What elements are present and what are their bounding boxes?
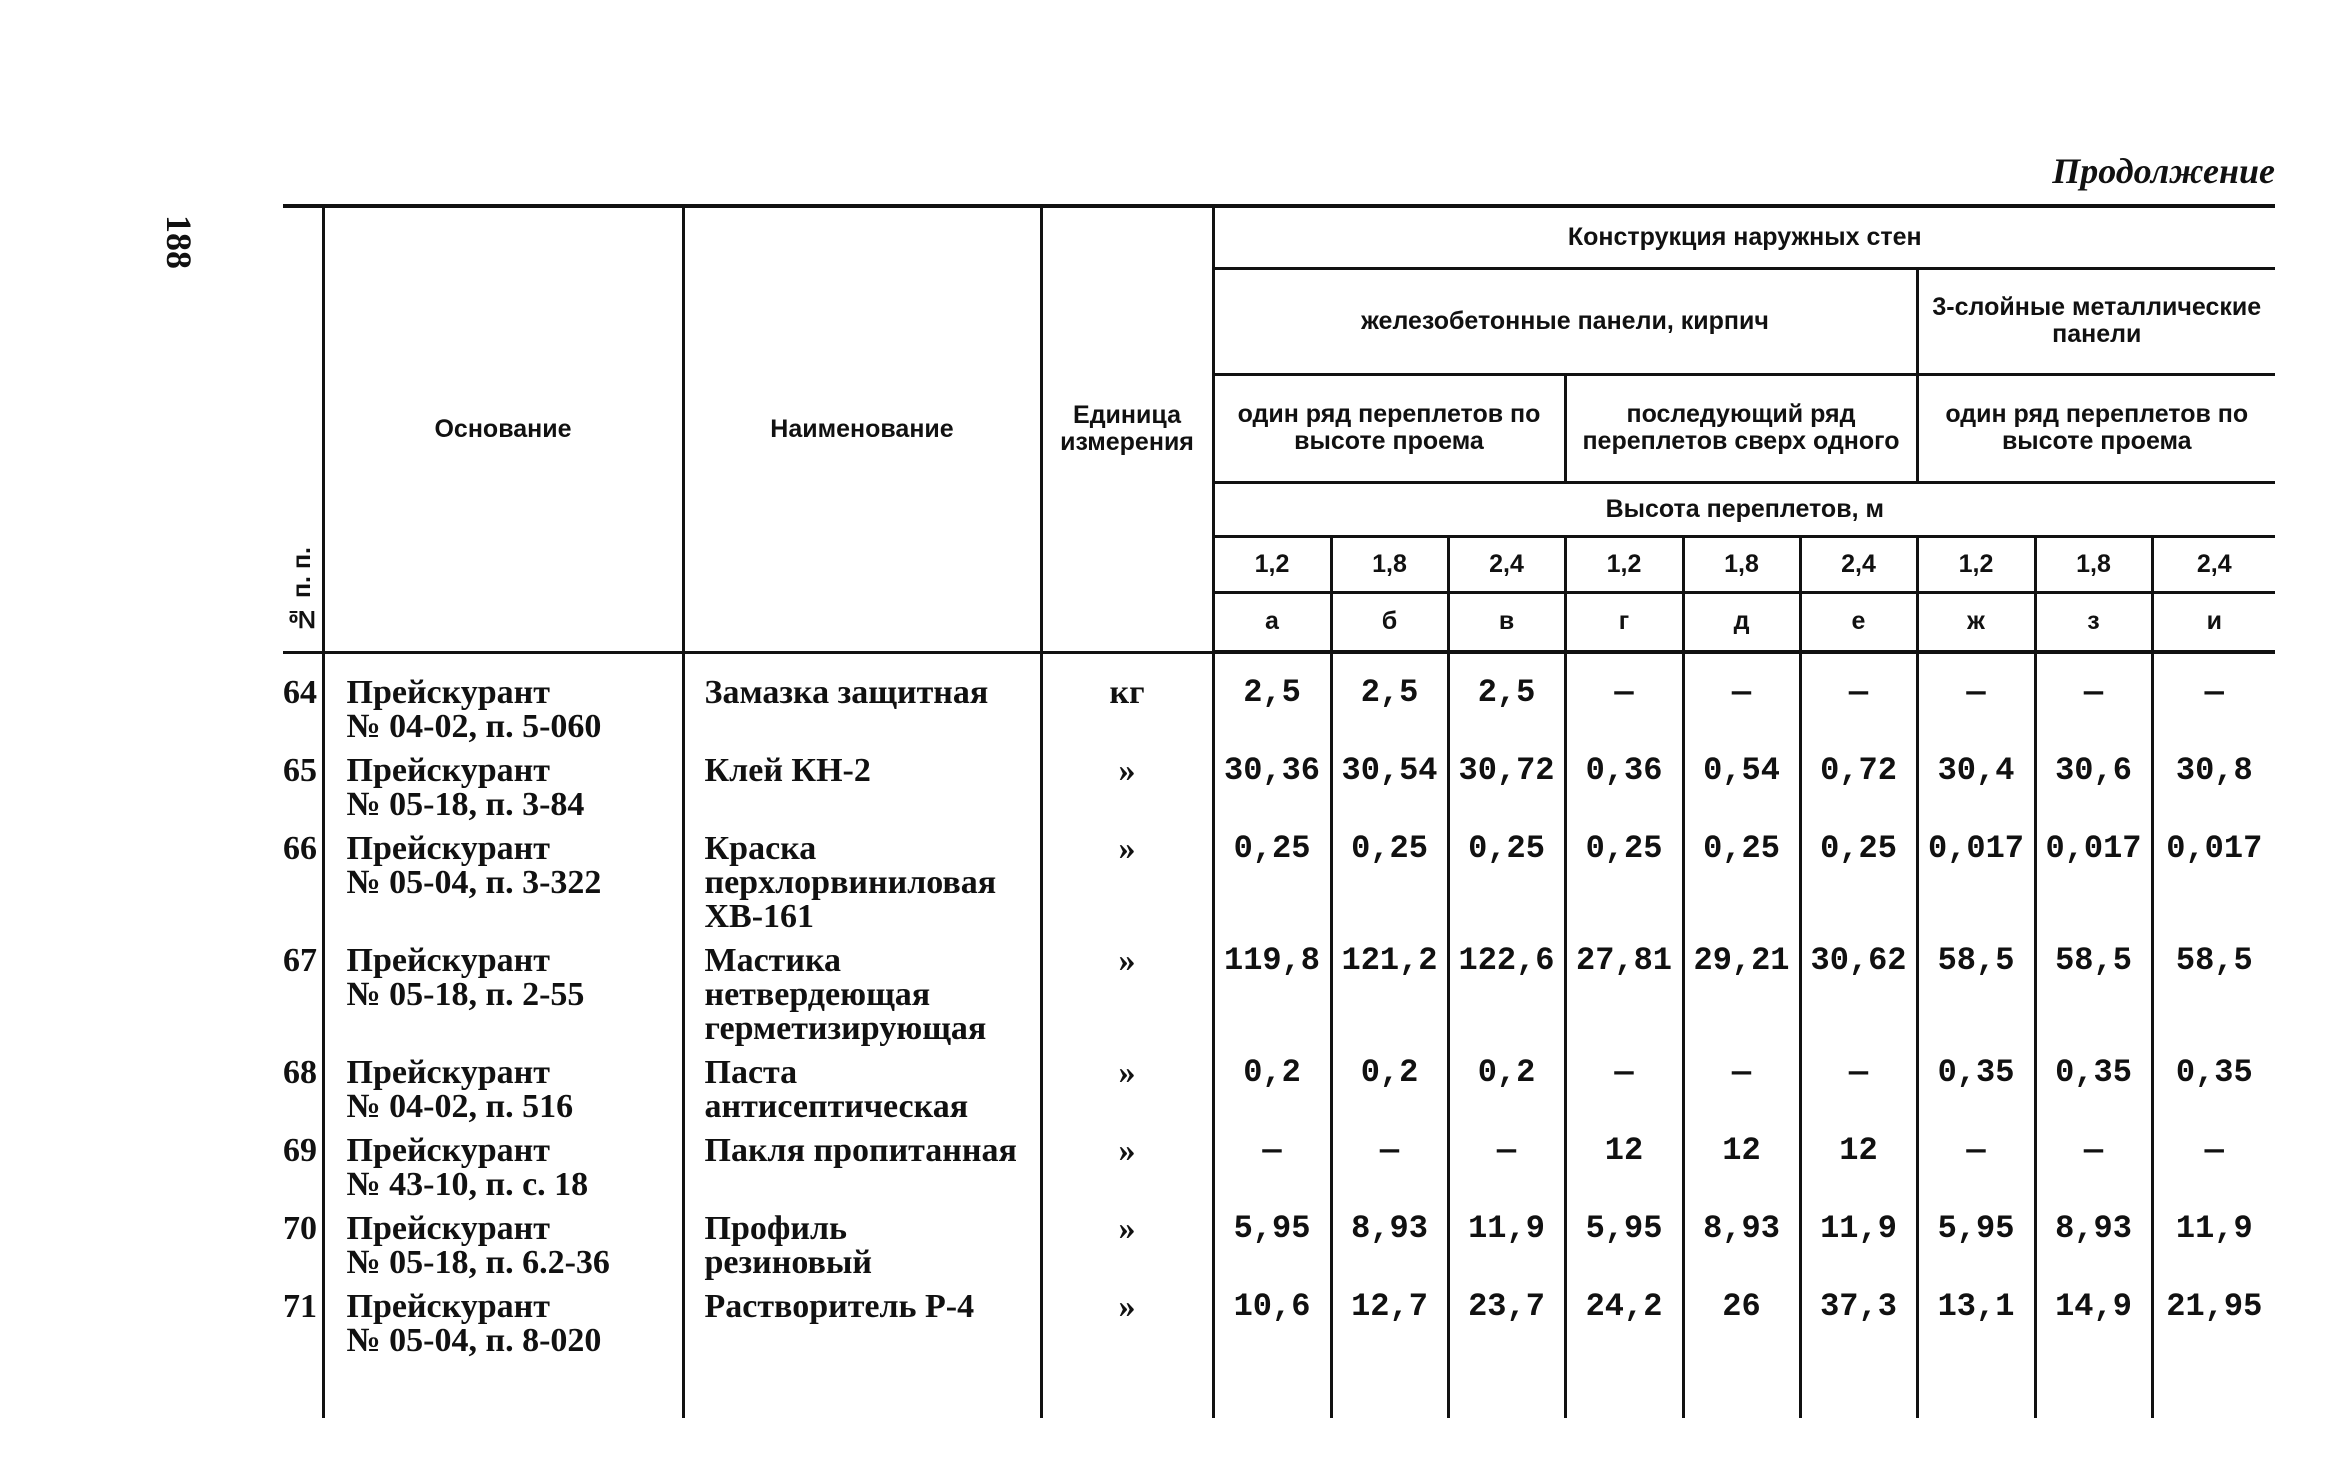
basis-line-2: № 05-18, п. 3-84	[346, 785, 585, 823]
row-value: 0,2	[1331, 1046, 1448, 1124]
row-value: 30,36	[1213, 744, 1331, 822]
row-value: —	[2035, 652, 2152, 744]
row-number: 68	[283, 1053, 317, 1091]
row-value: 0,25	[1683, 822, 1800, 934]
row-name: Клей КН-2	[683, 744, 1041, 822]
row-number: 67	[283, 941, 317, 979]
row-unit: »	[1041, 934, 1213, 1046]
basis-line-1: Прейскурант	[346, 1209, 550, 1247]
basis-line-1: Прейскурант	[346, 751, 550, 789]
header-group-metal: 3-слойные металлические панели	[1917, 268, 2275, 374]
row-basis	[323, 744, 683, 822]
header-letter: б	[1331, 592, 1448, 652]
row-value: —	[1448, 1124, 1565, 1202]
table-row	[283, 652, 2275, 744]
row-basis	[323, 1280, 683, 1418]
row-value: 12	[1800, 1124, 1917, 1202]
basis-line-2: № 04-02, п. 516	[346, 1087, 574, 1125]
row-value: 0,54	[1683, 744, 1800, 822]
row-basis	[323, 652, 683, 744]
row-value: 2,5	[1213, 652, 1331, 744]
row-unit: кг	[1041, 652, 1213, 744]
row-number: 64	[283, 673, 317, 711]
row-value: 10,6	[1213, 1280, 1331, 1418]
row-value: 0,017	[2035, 822, 2152, 934]
row-value: —	[1331, 1124, 1448, 1202]
row-value: 11,9	[2152, 1202, 2275, 1280]
row-value: 27,81	[1565, 934, 1683, 1046]
row-value: 0,25	[1565, 822, 1683, 934]
header-letter: ж	[1917, 592, 2035, 652]
row-value: 30,4	[1917, 744, 2035, 822]
basis-line-2: № 04-02, п. 5-060	[346, 707, 602, 745]
row-value: 5,95	[1213, 1202, 1331, 1280]
row-value: 37,3	[1800, 1280, 1917, 1418]
row-value: 5,95	[1565, 1202, 1683, 1280]
table-row	[283, 1124, 2275, 1202]
basis-line-1: Прейскурант	[346, 673, 550, 711]
row-value: 58,5	[2035, 934, 2152, 1046]
header-height-label: Высота переплетов, м	[1213, 482, 2275, 536]
table-row	[283, 1280, 2275, 1418]
basis-line-2: № 05-18, п. 2-55	[346, 975, 585, 1013]
row-value: 0,25	[1448, 822, 1565, 934]
materials-table	[283, 204, 2275, 1418]
header-letter: е	[1800, 592, 1917, 652]
row-name: Пакля пропитанная	[683, 1124, 1041, 1202]
row-value: 24,2	[1565, 1280, 1683, 1418]
row-value: 12,7	[1331, 1280, 1448, 1418]
row-value: 13,1	[1917, 1280, 2035, 1418]
row-value: 0,017	[1917, 822, 2035, 934]
row-value: 58,5	[2152, 934, 2275, 1046]
row-value: 0,25	[1213, 822, 1331, 934]
header-group-concrete: железобетонные панели, кирпич	[1213, 268, 1917, 374]
row-value: —	[2152, 1124, 2275, 1202]
row-value: —	[1800, 1046, 1917, 1124]
row-value: —	[1565, 652, 1683, 744]
row-value: 0,35	[2035, 1046, 2152, 1124]
continuation-label: Продолжение	[2052, 151, 2275, 191]
row-unit: »	[1041, 1046, 1213, 1124]
header-height: 1,2	[1565, 536, 1683, 592]
header-letter: д	[1683, 592, 1800, 652]
header-height: 2,4	[1448, 536, 1565, 592]
row-value: 30,54	[1331, 744, 1448, 822]
header-num: № п. п.	[283, 206, 323, 652]
page-number: 188	[159, 215, 199, 269]
header-sub-next-row: последующий ряд переплетов сверх одного	[1565, 374, 1917, 482]
row-value: 58,5	[1917, 934, 2035, 1046]
row-number: 70	[283, 1209, 317, 1247]
row-value: —	[2152, 652, 2275, 744]
table-header	[283, 206, 2275, 652]
row-value: 121,2	[1331, 934, 1448, 1046]
row-value: 0,35	[1917, 1046, 2035, 1124]
header-sub-one-row: один ряд переплетов по высоте проема	[1213, 374, 1565, 482]
table-row	[283, 934, 2275, 1046]
row-basis	[323, 822, 683, 934]
row-value: 0,36	[1565, 744, 1683, 822]
row-name: Замазка защитная	[683, 652, 1041, 744]
header-height: 2,4	[2152, 536, 2275, 592]
row-basis	[323, 1124, 683, 1202]
header-height: 1,8	[2035, 536, 2152, 592]
row-value: 8,93	[2035, 1202, 2152, 1280]
row-value: —	[1683, 1046, 1800, 1124]
row-value: 11,9	[1448, 1202, 1565, 1280]
row-value: 29,21	[1683, 934, 1800, 1046]
header-height: 1,8	[1683, 536, 1800, 592]
row-basis	[323, 1202, 683, 1280]
header-height: 1,8	[1331, 536, 1448, 592]
header-letter: и	[2152, 592, 2275, 652]
row-value: —	[1565, 1046, 1683, 1124]
row-value: 122,6	[1448, 934, 1565, 1046]
row-value: —	[1683, 652, 1800, 744]
row-value: 30,62	[1800, 934, 1917, 1046]
header-letter: в	[1448, 592, 1565, 652]
header-letter: з	[2035, 592, 2152, 652]
header-height: 1,2	[1917, 536, 2035, 592]
row-value: 21,95	[2152, 1280, 2275, 1418]
row-value: 2,5	[1331, 652, 1448, 744]
row-value: 11,9	[1800, 1202, 1917, 1280]
row-value: 0,72	[1800, 744, 1917, 822]
table-row	[283, 744, 2275, 822]
row-value: 5,95	[1917, 1202, 2035, 1280]
header-basis: Основание	[323, 206, 683, 652]
table-row	[283, 822, 2275, 934]
basis-line-1: Прейскурант	[346, 941, 550, 979]
row-name: Профиль резиновый	[683, 1202, 1041, 1280]
basis-line-2: № 05-04, п. 8-020	[346, 1321, 602, 1359]
header-name: Наименование	[683, 206, 1041, 652]
basis-line-1: Прейскурант	[346, 1053, 550, 1091]
row-unit: »	[1041, 1280, 1213, 1418]
header-letter: г	[1565, 592, 1683, 652]
row-unit: »	[1041, 1202, 1213, 1280]
header-walls: Конструкция наружных стен	[1213, 206, 2275, 268]
row-value: —	[1917, 1124, 2035, 1202]
row-number: 65	[283, 751, 317, 789]
header-unit: Единица измерения	[1041, 206, 1213, 652]
basis-line-1: Прейскурант	[346, 1287, 550, 1325]
row-value: 0,25	[1331, 822, 1448, 934]
materials-table-wrapper	[283, 204, 2275, 1418]
row-name: Паста антисептическая	[683, 1046, 1041, 1124]
row-unit: »	[1041, 822, 1213, 934]
row-name: Растворитель Р-4	[683, 1280, 1041, 1418]
basis-line-2: № 05-04, п. 3-322	[346, 863, 602, 901]
row-value: 119,8	[1213, 934, 1331, 1046]
row-value: 14,9	[2035, 1280, 2152, 1418]
row-basis	[323, 934, 683, 1046]
row-value: 0,25	[1800, 822, 1917, 934]
row-name: Мастика нетвердеющая герметизирующая	[683, 934, 1041, 1046]
basis-line-1: Прейскурант	[346, 829, 550, 867]
header-sub-one-row-metal: один ряд переплетов по высоте проема	[1917, 374, 2275, 482]
header-height: 2,4	[1800, 536, 1917, 592]
row-value: 30,8	[2152, 744, 2275, 822]
header-height: 1,2	[1213, 536, 1331, 592]
row-unit: »	[1041, 1124, 1213, 1202]
table-body	[283, 652, 2275, 1418]
row-value: 2,5	[1448, 652, 1565, 744]
row-value: 0,35	[2152, 1046, 2275, 1124]
row-value: 30,6	[2035, 744, 2152, 822]
row-value: —	[2035, 1124, 2152, 1202]
row-value: 8,93	[1331, 1202, 1448, 1280]
basis-line-2: № 43-10, п. с. 18	[346, 1165, 589, 1203]
row-name: Краска перхлорвиниловая ХВ-161	[683, 822, 1041, 934]
row-value: —	[1917, 652, 2035, 744]
row-number: 69	[283, 1131, 317, 1169]
row-value: 0,2	[1448, 1046, 1565, 1124]
row-value: 0,2	[1213, 1046, 1331, 1124]
row-value: 0,017	[2152, 822, 2275, 934]
row-value: 12	[1565, 1124, 1683, 1202]
row-value: 8,93	[1683, 1202, 1800, 1280]
header-letter: а	[1213, 592, 1331, 652]
basis-line-1: Прейскурант	[346, 1131, 550, 1169]
row-value: —	[1213, 1124, 1331, 1202]
basis-line-2: № 05-18, п. 6.2-36	[346, 1243, 610, 1281]
row-value: —	[1800, 652, 1917, 744]
row-basis	[323, 1046, 683, 1124]
row-number: 71	[283, 1287, 317, 1325]
row-value: 26	[1683, 1280, 1800, 1418]
row-number: 66	[283, 829, 317, 867]
row-unit: »	[1041, 744, 1213, 822]
row-value: 23,7	[1448, 1280, 1565, 1418]
row-value: 30,72	[1448, 744, 1565, 822]
table-row	[283, 1202, 2275, 1280]
table-row	[283, 1046, 2275, 1124]
row-value: 12	[1683, 1124, 1800, 1202]
